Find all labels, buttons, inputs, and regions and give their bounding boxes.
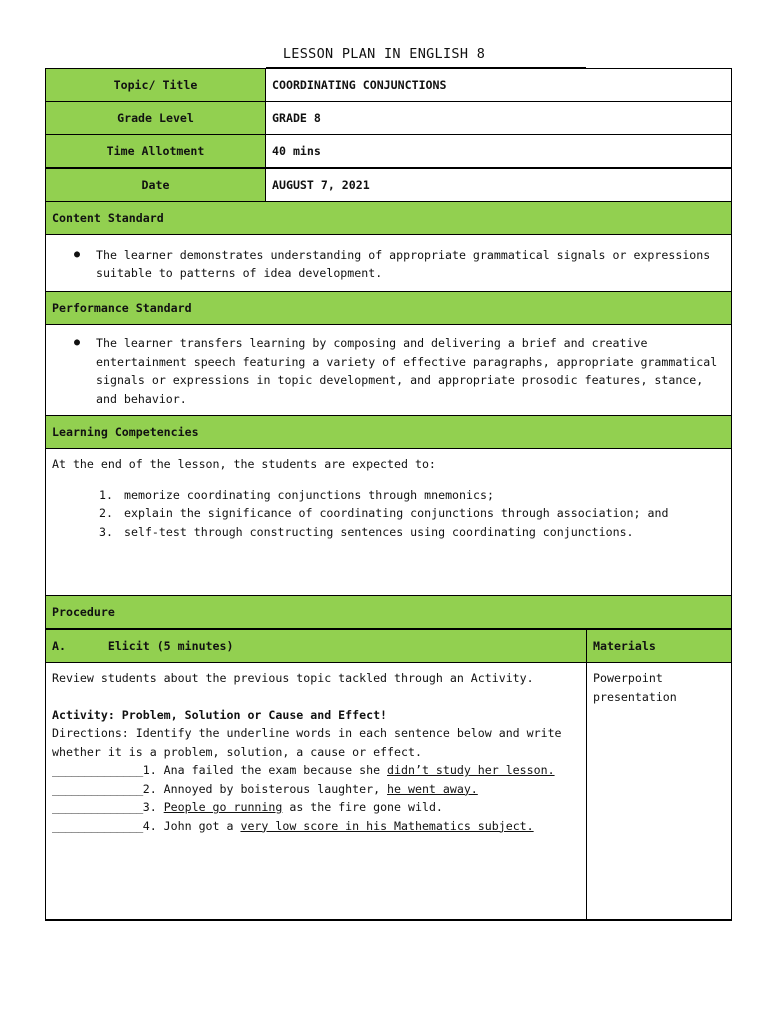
answer-blank: ______________	[52, 781, 143, 796]
info-label: Date	[46, 168, 266, 202]
section-heading: Learning Competencies	[46, 416, 732, 449]
underlined-phrase: very low score in his Mathematics subject.	[240, 818, 534, 833]
section-heading: Content Standard	[46, 202, 732, 235]
list-item: ● The learner transfers learning by composing and delivering a brief and creative entertainment speech featuring a variety of effective paragraphs, appropriate grammatical signals or expressions in topic development, and appropriate prosodic features, stance, and behavior.	[96, 334, 725, 408]
elicit-activity-cell	[46, 663, 587, 921]
materials-cell	[587, 663, 732, 921]
elicit-header-row	[46, 629, 732, 663]
content-standard-header	[46, 202, 732, 235]
item-text: 2. Annoyed by boisterous laughter,	[142, 781, 388, 796]
list-item: 2. explain the significance of coordinating conjunctions through association; and	[120, 504, 725, 523]
underlined-phrase: he went away.	[387, 781, 478, 796]
elicit-heading: A. Elicit (5 minutes)	[46, 629, 587, 663]
item-text: 3.	[142, 800, 164, 814]
info-label: Topic/ Title	[46, 69, 266, 102]
list-item: ● The learner demonstrates understanding of appropriate grammatical signals or expressions suitable to patterns of idea development.	[96, 246, 725, 283]
info-label: Time Allotment	[46, 135, 266, 169]
document-title: LESSON PLAN IN ENGLISH 8	[282, 46, 486, 62]
procedure-header	[46, 596, 732, 630]
activity-title: Activity: Problem, Solution or Cause and Effect!	[52, 707, 388, 722]
info-label: Grade Level	[46, 102, 266, 135]
item-text: 1. Ana failed the exam because she	[142, 763, 388, 777]
answer-blank: ______________	[52, 763, 143, 777]
elicit-body-row	[46, 663, 732, 921]
item-text: as the fire gone wild.	[282, 800, 443, 814]
learning-competencies-body	[46, 449, 732, 596]
info-value: GRADE 8	[266, 102, 732, 135]
list-item: 1. memorize coordinating conjunctions through mnemonics;	[120, 486, 725, 505]
section-heading: Procedure	[46, 596, 732, 630]
activity-directions: Directions: Identify the underline words in each sentence below and write whether it is a problem, solution, a cause or effect.	[52, 726, 562, 759]
section-heading: Performance Standard	[46, 292, 732, 325]
activity-item	[52, 780, 580, 799]
activity-item	[52, 761, 580, 780]
materials-text: Powerpoint presentation	[593, 671, 677, 704]
competencies-intro: At the end of the lesson, the students are expected to:	[52, 457, 436, 471]
info-value: 40 mins	[266, 135, 732, 169]
answer-blank: ______________	[52, 800, 143, 814]
content-standard-list	[52, 246, 725, 283]
underlined-phrase: People go running	[163, 800, 283, 814]
info-row-time	[46, 135, 732, 169]
performance-standard-body	[46, 325, 732, 416]
competencies-list	[52, 486, 725, 542]
activity-item	[52, 817, 580, 836]
performance-standard-list	[52, 334, 725, 408]
info-value: AUGUST 7, 2021	[266, 168, 732, 202]
performance-standard-header	[46, 292, 732, 325]
learning-competencies-header	[46, 416, 732, 449]
list-item: 3. self-test through constructing sentences using coordinating conjunctions.	[120, 523, 725, 542]
activity-item	[52, 798, 580, 817]
answer-blank: ______________	[52, 818, 143, 833]
item-text: 4. John got a	[142, 818, 241, 833]
info-row-topic	[46, 69, 732, 102]
materials-heading: Materials	[587, 629, 732, 663]
content-standard-body	[46, 235, 732, 292]
lesson-plan-table	[45, 68, 731, 921]
underlined-phrase: didn’t study her lesson.	[387, 763, 555, 777]
info-row-grade	[46, 102, 732, 135]
info-value: COORDINATING CONJUNCTIONS	[266, 69, 732, 102]
review-text: Review students about the previous topic tackled through an Activity.	[52, 671, 534, 685]
info-row-date	[46, 168, 732, 202]
